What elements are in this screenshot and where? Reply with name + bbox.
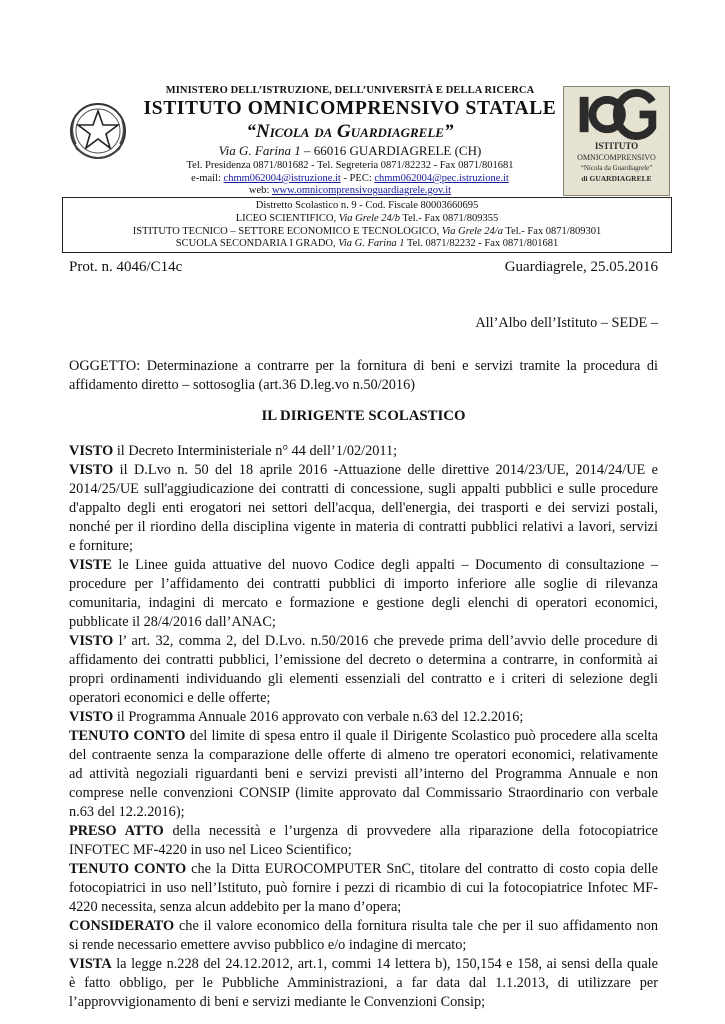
secondaria-name: SCUOLA SECONDARIA I GRADO, bbox=[175, 238, 339, 249]
clause-5 bbox=[69, 708, 658, 727]
web-link[interactable]: www.omnicomprensivoguardiagrele.gov.it bbox=[271, 185, 452, 196]
clause-text: della necessità e l’urgenza di provvedere alla riparazione della fotocopiatrice bbox=[163, 823, 658, 839]
liceo-address: Via Grele 24/b bbox=[338, 213, 400, 224]
info-box bbox=[62, 197, 672, 253]
clause-keyword: VISTO bbox=[69, 709, 114, 725]
clause-7-line-2: INFOTEC MF-4220 in uso nel Liceo Scientifico; bbox=[69, 842, 352, 858]
clause-3-line-4: pubblicate il 28/4/2016 dall’ANAC; bbox=[69, 614, 276, 630]
tecnico-address: Via Grele 24/a bbox=[441, 226, 503, 237]
tecnico-phone: Tel.- Fax 0871/809301 bbox=[502, 226, 602, 237]
clause-keyword: VISTO bbox=[69, 633, 114, 649]
clause-6-line-4: comprese nelle convenzioni CONSIP (limite approvato dal Commissario Straordinario con verbale bbox=[69, 785, 658, 801]
ministry-title: MINISTERO DELL’ISTRUZIONE, DELL’UNIVERSITÀ E DELLA RICERCA bbox=[165, 85, 535, 96]
subject-line-2: affidamento diretto – sottosoglia (art.36 D.leg.vo n.50/2016) bbox=[69, 377, 415, 393]
liceo-name: LICEO SCIENTIFICO, bbox=[235, 213, 339, 224]
pec-prefix: - PEC: bbox=[340, 173, 375, 184]
clause-3-line-2: procedure per l’affidamento dei contratti pubblici di importo inferiore alle soglie di rilevanza bbox=[69, 576, 658, 592]
clause-9-line-2: si rende necessario emettere avviso pubblico e/o indagine di mercato; bbox=[69, 937, 467, 953]
secondaria-address: Via G. Farina 1 bbox=[338, 238, 405, 249]
clause-8-line-1 bbox=[69, 860, 658, 879]
institute-address bbox=[140, 143, 560, 159]
web-line bbox=[140, 185, 560, 196]
clause-keyword: PRESO ATTO bbox=[69, 823, 164, 839]
liceo-phone: Tel.- Fax 0871/809355 bbox=[399, 213, 499, 224]
clause-7-line-1 bbox=[69, 822, 658, 841]
institute-title: ISTITUTO OMNICOMPRENSIVO STATALE bbox=[143, 98, 557, 119]
clause-4-line-3: propri ordinamenti individuando gli elementi essenziali del contratto e i criteri di selezione degli bbox=[69, 671, 658, 687]
clause-3-line-1 bbox=[69, 556, 658, 575]
clause-10-line-1 bbox=[69, 955, 658, 974]
logo-line-3: “Nicola da Guardiagrele” bbox=[580, 164, 653, 172]
subject-line-1: OGGETTO: Determinazione a contrarre per la fornitura di beni e servizi tramite la procedura di bbox=[69, 358, 658, 374]
clause-keyword: VISTA bbox=[69, 956, 112, 972]
clause-text: le Linee guida attuative del nuovo Codice degli appalti – Documento di consultazione – bbox=[111, 557, 658, 573]
email-link[interactable]: chmm062004@istruzione.it bbox=[223, 173, 341, 184]
address-city: – 66016 GUARDIAGRELE (CH) bbox=[300, 143, 482, 158]
school-logo bbox=[563, 86, 670, 196]
clause-text: l’ art. 32, comma 2, del D.Lvo. n.50/2016 che prevede prima dell’avvio delle procedure di bbox=[113, 633, 658, 649]
clause-text: del limite di spesa entro il quale il Dirigente Scolastico può procedere alla scelta bbox=[185, 728, 658, 744]
clause-text: la legge n.228 del 24.12.2012, art.1, commi 14 lettera b), 150,154 e 158, ai sensi della quale bbox=[111, 956, 658, 972]
secondaria-line bbox=[63, 238, 671, 249]
clause-2-line-4: nonché per il riordino della disciplina vigente in materia di contratti pubblici relativi a lavori, servizi bbox=[69, 519, 658, 535]
clause-10-line-3: l’approvvigionamento di beni e servizi mediante le Convenzioni Consip; bbox=[69, 994, 486, 1010]
republic-emblem-icon bbox=[66, 98, 130, 166]
secondaria-phone: Tel. 0871/82232 - Fax 0871/801681 bbox=[404, 238, 559, 249]
clause-2-line-3: d'appalto degli enti erogatori nei settori dell'acqua, dell'energia, dei trasporti e dei servizi postali, bbox=[69, 500, 658, 516]
logo-line-2: OMNICOMPRENSIVO bbox=[577, 153, 656, 162]
clause-keyword: VISTO bbox=[69, 443, 114, 459]
clause-2-line-5: e forniture; bbox=[69, 538, 133, 554]
clause-keyword: VISTO bbox=[69, 462, 114, 478]
clause-text: il D.Lvo n. 50 del 18 aprile 2016 -Attuazione delle direttive 2014/23/UE, 2014/24/UE e bbox=[113, 462, 658, 478]
protocol-number: Prot. n. 4046/C14c bbox=[69, 259, 183, 275]
tecnico-line bbox=[63, 226, 671, 237]
clause-6-line-5: n.63 del 12.2.2016); bbox=[69, 804, 185, 820]
liceo-line bbox=[63, 213, 671, 224]
clause-10-line-2: è fatto obbligo, per le Pubbliche Amministrazioni, a far data dal 1.1.2013, di utilizzare per bbox=[69, 975, 658, 991]
district-line: Distretto Scolastico n. 9 - Cod. Fiscale 80003660695 bbox=[255, 200, 479, 211]
section-heading: IL DIRIGENTE SCOLASTICO bbox=[261, 408, 466, 424]
clause-text: il Programma Annuale 2016 approvato con verbale n.63 del 12.2.2016; bbox=[113, 709, 524, 725]
logo-line-1: ISTITUTO bbox=[594, 141, 639, 151]
phone-numbers: Tel. Presidenza 0871/801682 - Tel. Segreteria 0871/82232 - Fax 0871/801681 bbox=[186, 160, 514, 171]
address-street: Via G. Farina 1 bbox=[218, 143, 301, 158]
clause-2-line-2: 2014/25/UE sull'aggiudicazione dei contratti di concessione, sugli appalti pubblici e sulle procedure bbox=[69, 481, 658, 497]
clause-4-line-1 bbox=[69, 632, 658, 651]
clause-text: che il valore economico della fornitura risulta tale che per il suo affidamento non bbox=[174, 918, 658, 934]
place-date: Guardiagrele, 25.05.2016 bbox=[504, 259, 658, 275]
clause-keyword: TENUTO CONTO bbox=[69, 861, 187, 877]
email-line bbox=[140, 173, 560, 184]
clause-3-line-3: comunitaria, indagini di mercato e formazione e gestione degli elenchi di operatori economici, bbox=[69, 595, 658, 611]
tecnico-name: ISTITUTO TECNICO – SETTORE ECONOMICO E TECNOLOGICO, bbox=[132, 226, 442, 237]
clause-8-line-3: 4220 necessita, senza alcun addebito per la mano d’opera; bbox=[69, 899, 402, 915]
clause-4-line-4: operatori economici e delle offerte; bbox=[69, 690, 271, 706]
clause-keyword: CONSIDERATO bbox=[69, 918, 175, 934]
clause-4-line-2: affidamento dei contratti pubblici, l’emissione del decreto o determina a contrarre, in conformità ai bbox=[69, 652, 658, 668]
clause-1 bbox=[69, 442, 658, 461]
logo-line-4: di GUARDIAGRELE bbox=[581, 174, 652, 183]
clause-9-line-1 bbox=[69, 917, 658, 936]
web-prefix: web: bbox=[248, 185, 272, 196]
clause-text: il Decreto Interministeriale n° 44 dell’1/02/2011; bbox=[113, 443, 398, 459]
clause-6-line-2: del contraente senza la comparazione delle offerte di almeno tre operatori economici, relativamente bbox=[69, 747, 658, 763]
email-prefix: e-mail: bbox=[191, 173, 224, 184]
clause-keyword: VISTE bbox=[69, 557, 112, 573]
institute-name: “Nicola da Guardiagrele” bbox=[246, 121, 454, 142]
clause-6-line-3: ad attività negoziali riguardanti beni e servizi previsti all’interno del Programma Annuale e non bbox=[69, 766, 658, 782]
clause-text: che la Ditta EUROCOMPUTER SnC, titolare del contratto di costo copia delle bbox=[186, 861, 658, 877]
clause-2-line-1 bbox=[69, 461, 658, 480]
pec-link[interactable]: chmm062004@pec.istruzione.it bbox=[374, 173, 509, 184]
clause-keyword: TENUTO CONTO bbox=[69, 728, 186, 744]
clause-6-line-1 bbox=[69, 727, 658, 746]
recipient: All’Albo dell’Istituto – SEDE – bbox=[475, 315, 658, 331]
clause-8-line-2: fotocopiatrici in uso nell’Istituto, può fornire i pezzi di ricambio di cui la fotocopiatrice Infotec MF- bbox=[69, 880, 658, 896]
